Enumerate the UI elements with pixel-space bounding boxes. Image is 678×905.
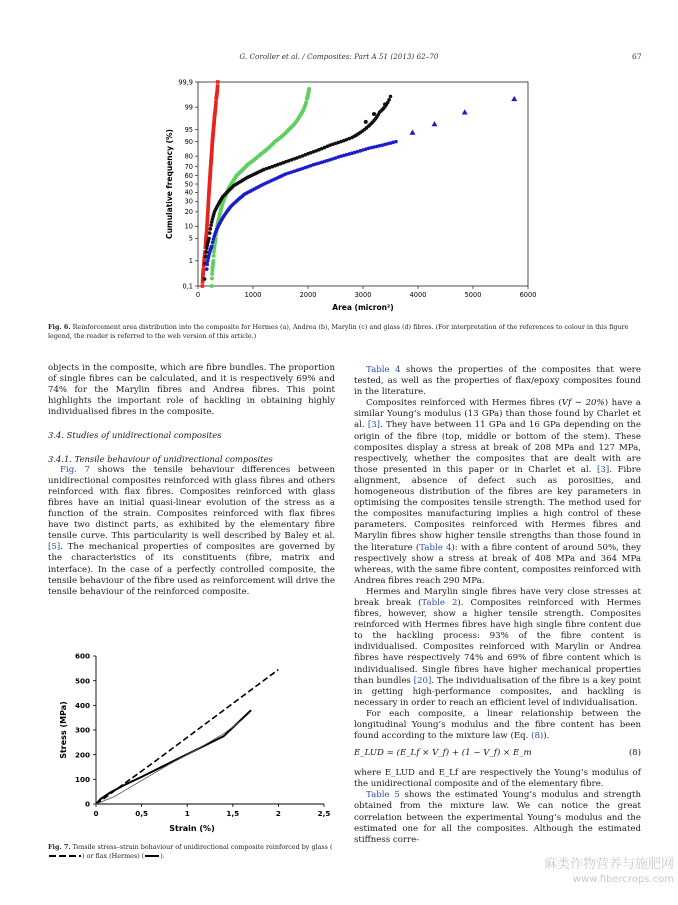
series-1-line (96, 670, 278, 804)
ref-link[interactable]: [20] (413, 675, 432, 686)
data-point (211, 259, 215, 263)
solid-line-legend (144, 853, 160, 858)
y-tick-label: 100 (74, 774, 90, 784)
x-tick-label: 2000 (299, 291, 317, 299)
x-tick-label: 5000 (464, 291, 482, 299)
dashed-line-legend (48, 853, 82, 858)
data-point (394, 140, 398, 144)
y-tick-label: 99 (184, 103, 193, 112)
y-tick-label: 80 (184, 152, 193, 161)
series-2-line (96, 710, 251, 804)
data-point (511, 96, 517, 101)
figure-7-chart (48, 648, 348, 840)
watermark-line-1: 麻类作物营养与施肥网 (543, 857, 674, 872)
section-heading: 3.4. Studies of unidirectional composites (48, 430, 222, 441)
watermark-line-2: www.fibercrops.com (572, 874, 674, 885)
x-tick-label: 0 (195, 291, 201, 299)
x-tick-label: 1000 (244, 291, 262, 299)
table5-link[interactable]: Table 5 (366, 790, 400, 801)
y-tick-label: 0 (84, 799, 90, 809)
x-axis-label: Area (micron²) (332, 303, 394, 312)
figure-7-caption-label: Fig. 7. (48, 843, 71, 851)
x-tick-label: 2 (275, 809, 281, 818)
data-point (214, 101, 218, 105)
x-axis-label: Strain (%) (169, 824, 215, 833)
figure-7-caption: Fig. 7. Tensile stress–strain behaviour of unidirectional composite reinforced by glass () or flax (Hermes) ( ). (48, 843, 333, 860)
data-point (205, 263, 209, 267)
data-point (462, 109, 468, 114)
subsection-heading: 3.4.1. Tensile behaviour of unidirectional composites (48, 453, 273, 464)
ref-link[interactable]: [3] (597, 464, 610, 475)
right-paragraph-1: Table 4 shows the properties of the composites that were tested, as well as the properties of flax/epoxy composites found in the literature. (354, 365, 641, 398)
y-axis-label: Cumulative frequency (%) (165, 129, 174, 239)
y-tick-label: 90 (184, 137, 193, 146)
data-point (207, 237, 211, 241)
figure-6-caption-label: Fig. 6. (48, 323, 71, 331)
x-tick-label: 0,5 (135, 809, 148, 818)
eq-link[interactable]: (8) (531, 731, 544, 742)
right-paragraph-4: For each composite, a linear relationship between the longitudinal Young’s modulus and the fibre content has been found according to the mixture law (Eq. (8)). (354, 708, 641, 742)
ref-link[interactable]: [3] (367, 420, 381, 431)
y-tick-label: 5 (188, 234, 193, 243)
figure-6-caption (48, 323, 638, 341)
right-paragraph-5: where E_LUD and E_Lf are respectively the Young’s modulus of the unidirectional composite and of the elementary fibre. (354, 768, 641, 790)
data-point (210, 284, 214, 288)
left-column (48, 363, 335, 598)
y-tick-label: 95 (184, 125, 193, 134)
data-point (387, 98, 391, 102)
right-paragraph-6: Table 5 shows the estimated Young’s modulus and strength obtained from the mixture law. We can notice the great correlation between the experimental Young’s modulus and the estimated one for all the composites. Although the estimated stiffness corre- (354, 790, 641, 845)
x-tick-label: 1 (184, 809, 190, 818)
series-3-line (96, 720, 242, 804)
x-tick-label: 1,5 (226, 809, 240, 818)
table2-link[interactable]: Table 2 (421, 597, 458, 608)
page-number: 67 (632, 52, 642, 61)
y-tick-label: 600 (74, 651, 90, 661)
data-point (204, 250, 208, 254)
left-paragraph-2: Fig. 7 shows the tensile behaviour differences between unidirectional composites reinforced with glass fibres and others reinforced with flax fibres. Composites reinforced with glass fibres have an initial quasi-linear evolution of the stress as a function of the strain. Composites reinforced with flax fibres have two distinct parts, as exhibited by the elementary fibre tensile curve. This particularity is well described by Baley et al. [5]. The mechanical properties of composites are governed by the characteristics of its constituents (fibre, matrix and interface). In the case of a perfectly controlled composite, the tensile behaviour of the fibre used as reinforcement will drive the tensile behaviour of the reinforced composite. (48, 464, 336, 597)
y-tick-label: 70 (184, 162, 193, 171)
data-point (211, 240, 215, 244)
data-point (383, 102, 387, 106)
y-tick-label: 0,1 (182, 282, 193, 291)
x-tick-label: 3000 (354, 291, 372, 299)
running-head: G. Coroller et al. / Composites: Part A 51 (2013) 62–70 (239, 52, 439, 61)
data-point (364, 120, 368, 124)
right-column (354, 365, 641, 846)
data-point (372, 112, 376, 116)
y-tick-label: 99,9 (178, 78, 193, 87)
data-point (208, 231, 212, 235)
data-point (210, 244, 214, 248)
y-axis-label: Stress (MPa) (59, 701, 68, 759)
right-paragraph-3: Hermes and Marylin single fibres have very close stresses at break break (Table 2). Composites reinforced with Hermes fibres, however, show a higher tensile strength. Composites reinforced with Hermes fibres have high single fibre content due to the hackling process: 93% of the fibre content is individualised. Composites reinforced with Marylin or Andrea fibres have respectively 74% and 69% of fibre content which is individualised. Single fibres have higher mechanical properties than bundles [20]. The individualisation of the fibre is a key point in getting high-performance composites, and hackling is necessary in order to reach an efficient level of individualisation. (354, 586, 641, 708)
data-point (410, 130, 416, 135)
figure-7 (48, 648, 348, 840)
watermark (544, 857, 674, 887)
figure-6-chart (150, 74, 540, 322)
data-point (205, 267, 209, 271)
y-tick-label: 400 (74, 700, 90, 710)
data-point (216, 80, 220, 84)
equation-number: (8) (628, 748, 641, 759)
equation-8 (354, 748, 641, 762)
x-tick-label: 6000 (519, 291, 537, 299)
ref-link[interactable]: [5] (48, 542, 61, 553)
data-point (201, 284, 205, 288)
plot-frame (198, 82, 528, 286)
y-tick-label: 1 (188, 257, 193, 266)
data-point (432, 121, 438, 126)
data-point (389, 95, 393, 99)
x-tick-label: 4000 (409, 291, 427, 299)
y-tick-label: 20 (184, 208, 193, 217)
data-point (212, 254, 216, 258)
equation-text: E_LUD = (E_Lf × V_f) + (1 − V_f) × E_m (354, 748, 532, 759)
figure-6-caption-text: Reinforcement area distribution into the composite for Hermes (a), Andrea (b), Marylin (c) and glass (d) fibres. (For interpretation of the references to colour in this figure legend, the reader is referred to the web version of this article.) (48, 323, 629, 340)
fig7-link[interactable]: Fig. 7 (60, 464, 91, 475)
y-tick-label: 300 (74, 725, 90, 735)
y-tick-label: 50 (184, 180, 193, 189)
data-point (307, 87, 311, 91)
data-point (209, 227, 213, 231)
series-4 (205, 96, 517, 271)
figure-6 (150, 74, 540, 322)
y-tick-label: 200 (74, 750, 90, 760)
right-paragraph-2: Composites reinforced with Hermes fibres (Vf ∼ 20%) have a similar Young’s modulus (13 GPa) than those found by Charlet et al. [3]. They have between 11 GPa and 16 GPa depending on the origin of the fibre (top, middle or bottom of the stem). These composites display a stress at break of 208 MPa and 127 MPa, respectively, whether the composites that are dealt with are those presented in this paper or in Charlet et al. [3]. Fibre alignment, absence of defect such as porosities, and homogeneous distribution of the fibres are key parameters in optimising the composites tensile strength. The method used for the composites manufacturing implies a high control of these parameters. Composites reinforced with Hermes fibres and Marylin fibres show higher tensile strengths than those found in the literature (Table 4): with a fibre content of around 50%, they respectively show a stress at break of 408 MPa and 364 MPa whereas, with the same fibre content, composites reinforced with Andrea fibres reach 290 MPa. (354, 398, 642, 586)
y-tick-label: 40 (184, 188, 193, 197)
data-point (203, 277, 207, 281)
data-point (209, 223, 213, 227)
y-tick-label: 30 (184, 197, 193, 206)
table4-link[interactable]: Table 4 (419, 542, 452, 553)
y-tick-label: 60 (184, 171, 193, 180)
data-point (304, 101, 308, 105)
data-point (205, 229, 209, 233)
data-point (216, 84, 220, 88)
y-tick-label: 10 (184, 222, 193, 231)
data-point (210, 276, 214, 280)
table4-link[interactable]: Table 4 (366, 365, 401, 375)
data-point (202, 267, 206, 271)
data-point (205, 246, 209, 250)
x-tick-label: 2,5 (317, 809, 331, 818)
x-tick-label: 0 (93, 809, 99, 818)
y-tick-label: 500 (74, 676, 90, 686)
left-paragraph-1: objects in the composite, which are fibre bundles. The proportion of single fibres can be calculated, and it is respectively 69% and 74% for the Marylin fibres and Andrea fibres. This point highlights the important role of hackling in obtaining highly individualised fibres in the composite. (48, 363, 335, 418)
